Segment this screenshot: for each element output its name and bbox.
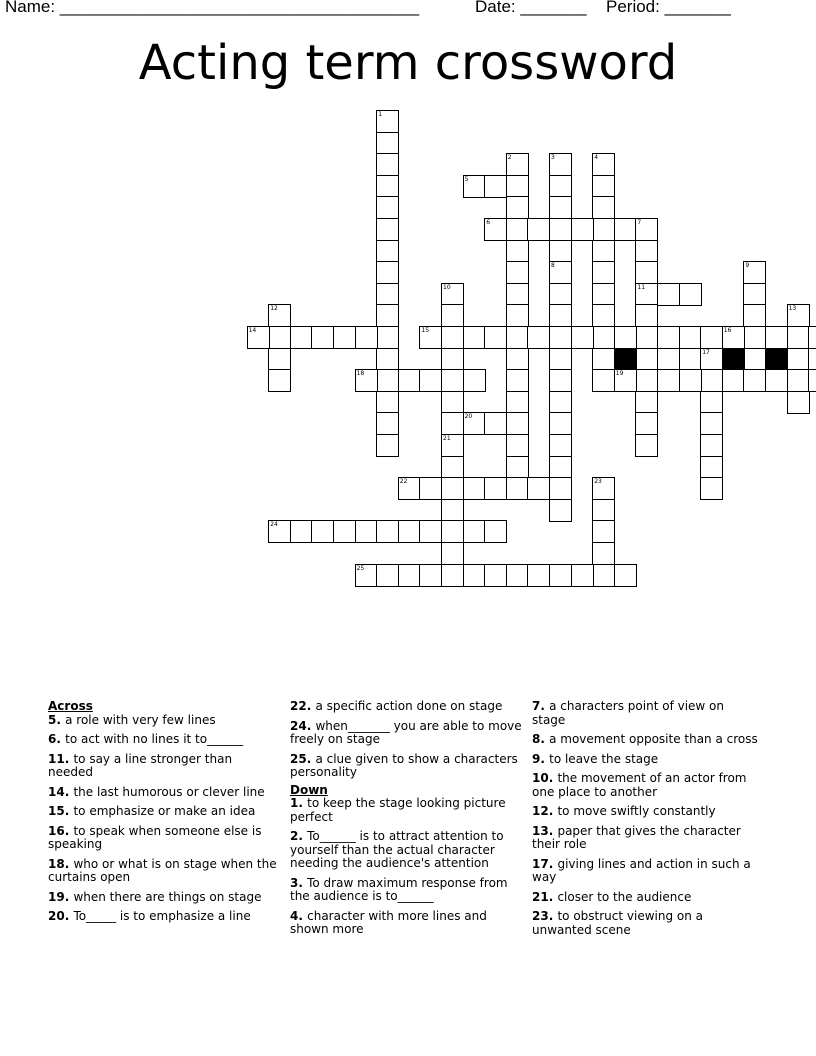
grid-cell[interactable] [743,369,766,392]
grid-cell[interactable] [765,369,788,392]
grid-cell[interactable] [808,369,816,392]
grid-cell[interactable] [506,369,529,392]
clue-text: to speak when someone else is speaking [48,823,262,851]
grid-cell[interactable] [743,326,766,349]
grid-cell[interactable] [635,326,658,349]
grid-cell[interactable] [592,477,615,500]
grid-cell[interactable] [506,196,529,219]
grid-cell[interactable] [722,369,745,392]
grid-cell[interactable] [743,261,766,284]
clue-text: character with more lines and shown more [290,908,487,936]
clue-number: 18 [48,856,65,871]
grid-cell[interactable] [506,153,529,176]
grid-cell[interactable] [549,434,572,457]
grid-cell[interactable] [592,369,615,392]
grid-cell[interactable] [592,520,615,543]
clue-item: 19. when there are things on stage [48,889,262,904]
clue-item: 18. who or what is on stage when the curtains open [48,856,277,884]
clue-item: 3. To draw maximum response from the audience is to______ [290,875,508,903]
grid-cell[interactable] [484,564,507,587]
clue-number-label: 25 [356,564,365,572]
clue-number-label: 23 [594,478,602,486]
grid-cell[interactable] [463,520,486,543]
clue-item: 6. to act with no lines it to______ [48,732,244,746]
grid-cell[interactable] [441,326,464,349]
clue-number: 12 [532,804,549,818]
grid-cell[interactable] [571,218,594,241]
grid-cell[interactable] [441,412,464,435]
grid-cell[interactable] [657,283,680,306]
clue-text: a role with very few lines [65,712,216,727]
grid-cell[interactable] [376,175,399,198]
grid-cell[interactable] [549,261,572,284]
grid-cell[interactable] [419,520,442,543]
grid-cell[interactable] [311,520,334,543]
grid-cell[interactable] [614,218,637,241]
clue-number-label: 6 [486,219,491,226]
grid-cell[interactable] [290,326,313,349]
grid-cell[interactable] [268,520,291,543]
grid-cell[interactable] [506,477,529,500]
grid-cell[interactable] [743,283,766,306]
grid-cell[interactable] [592,564,615,587]
grid-cell[interactable] [376,304,399,327]
clue-text: the movement of an actor from one place to another [532,771,747,799]
clue-text: a clue given to show a characters personality [290,751,518,779]
grid-cell[interactable] [549,218,572,241]
clue-number: 3 [290,875,299,890]
clue-number: 5 [48,712,57,727]
grid-cell[interactable] [635,434,658,457]
grid-cell[interactable] [765,326,788,349]
date-field[interactable]: Date: _______ [475,0,587,16]
grid-cell[interactable] [441,304,464,327]
clue-text: giving lines and action in such a way [532,856,751,884]
clue-text: a characters point of view on stage [532,699,724,727]
grid-cell[interactable] [484,175,507,198]
clue-text: to say a line stronger than needed [48,751,233,779]
grid-cell[interactable] [592,153,615,176]
grid-cell[interactable] [376,132,399,155]
grid-cell[interactable] [592,326,615,349]
grid-cell[interactable] [484,326,507,349]
clue-text: to move swiftly constantly [557,804,716,818]
grid-cell[interactable] [376,434,399,457]
clue-number-label: 5 [464,175,469,183]
grid-cell[interactable] [376,153,399,176]
clue-number: 25 [290,751,307,766]
clue-number-label: 9 [745,262,750,270]
grid-cell[interactable] [679,326,702,349]
grid-cell[interactable] [635,369,658,392]
grid-cell[interactable] [787,348,810,371]
grid-cell[interactable] [290,520,313,543]
grid-cell[interactable] [484,477,507,500]
clue-column-2 [290,700,524,943]
grid-cell[interactable] [549,499,572,522]
grid-cell[interactable] [484,412,507,435]
grid-cell[interactable] [376,564,399,587]
name-field[interactable]: Name: ______________________________________ [5,0,420,16]
black-cell [765,348,788,371]
grid-cell[interactable] [635,283,658,306]
clue-item: 24. when_______ you are able to move freely on stage [290,718,522,746]
grid-cell[interactable] [398,369,421,392]
clue-item: 13. paper that gives the character their role [532,823,741,851]
grid-cell[interactable] [527,218,550,241]
clue-item: 20. To_____ is to emphasize a line [48,909,251,923]
grid-cell[interactable] [355,326,378,349]
grid-cell[interactable] [484,520,507,543]
grid-cell[interactable] [787,326,810,349]
clue-item: 4. character with more lines and shown more [290,908,487,936]
grid-cell[interactable] [614,369,637,392]
clue-text: To draw maximum response from the audience is to______ [290,875,508,903]
grid-cell[interactable] [743,304,766,327]
clue-number-label: 4 [594,154,599,162]
across-heading: Across [48,699,93,713]
grid-cell[interactable] [376,110,399,133]
grid-cell[interactable] [398,564,421,587]
clue-number: 2 [290,829,299,843]
clue-item: 5. a role with very few lines [48,712,216,727]
grid-cell[interactable] [376,520,399,543]
grid-cell[interactable] [506,391,529,414]
grid-cell[interactable] [700,391,723,414]
clue-number-label: 21 [443,435,451,442]
grid-cell[interactable] [549,304,572,327]
clue-number: 7 [532,699,541,713]
grid-cell[interactable] [441,542,464,565]
clue-item: 11. to say a line stronger than needed [48,751,233,779]
grid-cell[interactable] [441,283,464,306]
clue-number: 21 [532,889,549,904]
grid-cell[interactable] [268,326,291,349]
page-title: Acting term crossword [138,35,678,91]
grid-cell[interactable] [463,175,486,198]
grid-cell[interactable] [657,369,680,392]
clue-number-label: 2 [507,154,512,162]
grid-cell[interactable] [592,542,615,565]
clue-item: 7. a characters point of view on stage [532,699,724,727]
grid-cell[interactable] [592,196,615,219]
grid-cell[interactable] [376,261,399,284]
grid-cell[interactable] [419,326,442,349]
grid-cell[interactable] [506,283,529,306]
clue-column-3 [532,700,760,943]
clue-number: 24 [290,718,307,733]
grid-cell[interactable] [419,369,442,392]
grid-cell[interactable] [333,326,356,349]
grid-cell[interactable] [549,196,572,219]
grid-cell[interactable] [247,326,270,349]
grid-cell[interactable] [787,391,810,414]
grid-cell[interactable] [506,456,529,479]
grid-cell[interactable] [592,261,615,284]
grid-cell[interactable] [311,326,334,349]
grid-cell[interactable] [506,326,529,349]
grid-cell[interactable] [463,477,486,500]
clue-number-label: 20 [464,413,473,421]
clue-item: 1. to keep the stage looking picture perfect [290,796,506,824]
clue-number: 16 [48,823,65,838]
grid-cell[interactable] [635,412,658,435]
grid-cell[interactable] [808,348,816,371]
grid-cell[interactable] [506,412,529,435]
grid-cell[interactable] [398,477,421,500]
period-field[interactable]: Period: _______ [606,0,731,16]
grid-cell[interactable] [419,477,442,500]
clue-number-label: 22 [399,478,408,486]
grid-cell[interactable] [376,326,399,349]
grid-cell[interactable] [700,348,723,371]
grid-cell[interactable] [268,369,291,392]
grid-cell[interactable] [441,369,464,392]
grid-cell[interactable] [549,175,572,198]
clue-number-label: 18 [356,370,365,378]
grid-cell[interactable] [376,240,399,263]
grid-cell[interactable] [463,326,486,349]
clue-item: 17. giving lines and action in such a way [532,856,751,884]
grid-cell[interactable] [679,348,702,371]
grid-cell[interactable] [808,326,816,349]
grid-cell[interactable] [463,564,486,587]
grid-cell[interactable] [268,348,291,371]
clue-number: 20 [48,909,65,923]
clue-number: 13 [532,823,549,838]
clue-number-label: 24 [270,521,278,529]
grid-cell[interactable] [376,391,399,414]
grid-cell[interactable] [506,261,529,284]
clue-text: closer to the audience [557,889,692,904]
grid-cell[interactable] [527,477,550,500]
grid-cell[interactable] [333,520,356,543]
clue-text: when_______ you are able to move freely on stage [290,718,522,746]
clue-item: 12. to move swiftly constantly [532,804,716,818]
clue-item: 14. the last humorous or clever line [48,784,265,799]
grid-cell[interactable] [787,369,810,392]
black-cell [722,348,745,371]
clue-item: 9. to leave the stage [532,751,659,766]
grid-cell[interactable] [787,304,810,327]
grid-cell[interactable] [722,326,745,349]
grid-cell[interactable] [614,326,637,349]
clue-number-label: 11 [637,283,646,291]
clue-item: 2. To______ is to attract attention to yourself than the actual character needing the audience's attention [290,829,504,870]
grid-cell[interactable] [549,456,572,479]
grid-cell[interactable] [376,218,399,241]
grid-cell[interactable] [592,283,615,306]
grid-cell[interactable] [679,369,702,392]
clue-number: 4 [290,908,299,923]
grid-cell[interactable] [506,218,529,241]
grid-cell[interactable] [506,175,529,198]
clue-number: 10 [532,771,549,785]
grid-cell[interactable] [592,175,615,198]
grid-cell[interactable] [441,564,464,587]
grid-cell[interactable] [614,564,637,587]
clue-item: 21. closer to the audience [532,889,692,904]
clue-number-label: 8 [551,262,555,270]
clue-number-label: 3 [551,154,555,162]
grid-cell[interactable] [268,304,291,327]
clue-number-label: 12 [270,305,278,313]
clue-text: To______ is to attract attention to yourself than the actual character needing the audience's attention [290,829,504,870]
grid-cell[interactable] [549,326,572,349]
clue-number-label: 15 [421,327,430,334]
clue-item: 16. to speak when someone else is speaking [48,823,262,851]
grid-cell[interactable] [635,261,658,284]
clue-text: To_____ is to emphasize a line [73,909,251,923]
grid-cell[interactable] [679,283,702,306]
grid-cell[interactable] [592,348,615,371]
grid-cell[interactable] [441,520,464,543]
grid-cell[interactable] [441,348,464,371]
clue-number: 23 [532,909,549,923]
grid-cell[interactable] [506,348,529,371]
grid-cell[interactable] [441,499,464,522]
grid-cell[interactable] [506,304,529,327]
clue-number: 19 [48,889,65,904]
grid-cell[interactable] [376,196,399,219]
grid-cell[interactable] [592,304,615,327]
grid-cell[interactable] [700,326,723,349]
grid-cell[interactable] [549,564,572,587]
clue-number-label: 1 [378,111,383,118]
grid-cell[interactable] [657,326,680,349]
clue-text: when there are things on stage [73,889,262,904]
grid-cell[interactable] [441,391,464,414]
clue-number-label: 13 [788,305,797,313]
clue-item: 10. the movement of an actor from one place to another [532,771,747,799]
clue-text: a movement opposite than a cross [549,732,758,746]
clue-item: 8. a movement opposite than a cross [532,732,758,746]
black-cell [614,348,637,371]
grid-cell[interactable] [635,348,658,371]
clue-number: 8 [532,732,541,746]
clue-number-label: 7 [637,219,642,226]
grid-cell[interactable] [635,218,658,241]
grid-cell[interactable] [571,564,594,587]
grid-cell[interactable] [592,218,615,241]
clue-number: 1 [290,796,299,810]
clue-number-label: 17 [702,348,710,356]
grid-cell[interactable] [571,326,594,349]
grid-cell[interactable] [700,456,723,479]
clue-number: 11 [48,751,65,766]
clue-text: to act with no lines it to______ [65,732,244,746]
clue-text: paper that gives the character their role [532,823,741,851]
grid-cell[interactable] [484,218,507,241]
grid-cell[interactable] [506,434,529,457]
clue-number: 15 [48,804,65,818]
grid-cell[interactable] [419,564,442,587]
grid-cell[interactable] [700,477,723,500]
grid-cell[interactable] [549,412,572,435]
grid-cell[interactable] [592,499,615,522]
grid-cell[interactable] [592,240,615,263]
clue-number-label: 10 [443,283,451,291]
grid-cell[interactable] [549,153,572,176]
grid-cell[interactable] [527,564,550,587]
clue-number-label: 19 [615,370,624,378]
grid-cell[interactable] [743,348,766,371]
grid-cell[interactable] [376,369,399,392]
grid-cell[interactable] [376,348,399,371]
grid-cell[interactable] [549,477,572,500]
clue-number: 22 [290,699,307,713]
clue-column-1 [48,700,278,930]
grid-cell[interactable] [657,348,680,371]
grid-cell[interactable] [441,456,464,479]
grid-cell[interactable] [549,369,572,392]
grid-cell[interactable] [527,326,550,349]
grid-cell[interactable] [549,283,572,306]
clue-item: 23. to obstruct viewing on a unwanted scene [532,909,704,937]
grid-cell[interactable] [549,348,572,371]
grid-cell[interactable] [463,369,486,392]
grid-cell[interactable] [635,240,658,263]
grid-cell[interactable] [441,477,464,500]
grid-cell[interactable] [635,304,658,327]
clue-number-label: 16 [723,327,732,334]
grid-cell[interactable] [376,283,399,306]
clue-number: 17 [532,856,549,871]
grid-cell[interactable] [376,412,399,435]
clue-text: the last humorous or clever line [73,784,265,799]
clue-number: 14 [48,784,65,799]
grid-cell[interactable] [700,412,723,435]
grid-cell[interactable] [506,564,529,587]
clue-text: who or what is on stage when the curtains open [48,856,277,884]
grid-cell[interactable] [700,369,723,392]
clue-number-label: 14 [248,327,257,334]
grid-cell[interactable] [635,391,658,414]
clue-text: a specific action done on stage [315,699,503,713]
clue-text: to keep the stage looking picture perfect [290,796,506,824]
grid-cell[interactable] [549,240,572,263]
grid-cell[interactable] [355,564,378,587]
grid-cell[interactable] [700,434,723,457]
clue-item: 25. a clue given to show a characters personality [290,751,518,779]
clue-text: to leave the stage [549,751,659,766]
grid-cell[interactable] [506,240,529,263]
clue-number: 6 [48,732,57,746]
clue-item: 22. a specific action done on stage [290,699,503,713]
down-heading: Down [290,782,328,797]
grid-cell[interactable] [463,412,486,435]
grid-cell[interactable] [441,434,464,457]
grid-cell[interactable] [355,520,378,543]
clue-text: to obstruct viewing on a unwanted scene [532,909,704,937]
clue-item: 15. to emphasize or make an idea [48,804,256,818]
grid-cell[interactable] [398,520,421,543]
grid-cell[interactable] [549,391,572,414]
clue-number: 9 [532,751,541,766]
grid-cell[interactable] [355,369,378,392]
clue-text: to emphasize or make an idea [73,804,256,818]
